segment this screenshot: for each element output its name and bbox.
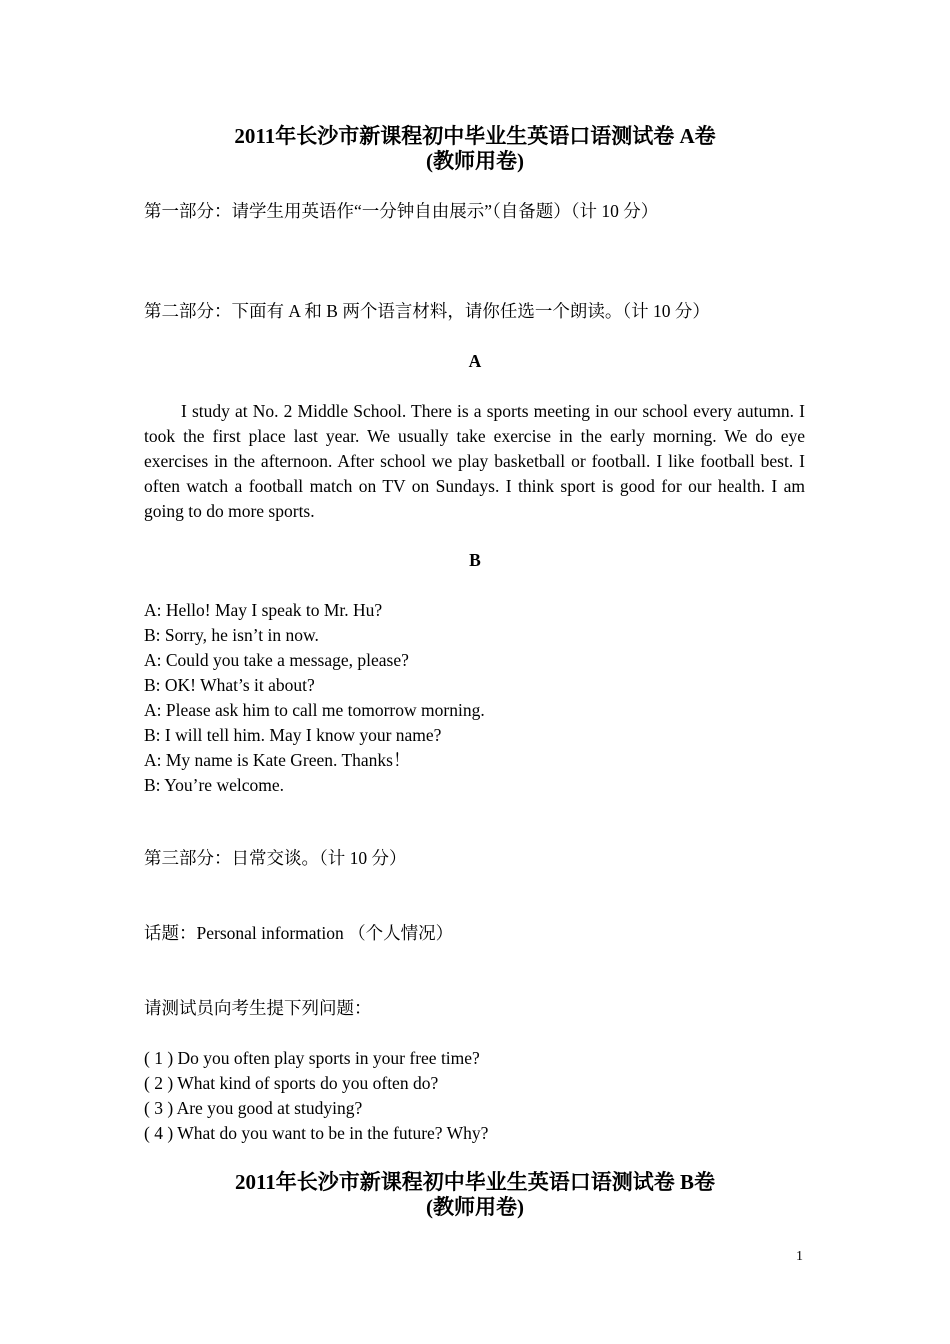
question-list (144, 1046, 488, 1146)
section-b-heading: B (469, 550, 481, 570)
part3-instruction: 第三部分：日常交谈。（计 10 分） (144, 848, 407, 868)
dialogue-line: B: Sorry, he isn’t in now. (144, 625, 319, 645)
question-item: ( 3 ) Are you good at studying? (144, 1098, 363, 1118)
question-item: ( 2 ) What kind of sports do you often do? (144, 1073, 439, 1093)
part1-instruction: 第一部分：请学生用英语作“一分钟自由展示”（自备题）（计 10 分） (144, 201, 659, 221)
question-item: ( 4 ) What do you want to be in the future? Why? (144, 1123, 489, 1143)
question-item: ( 1 ) Do you often play sports in your free time? (144, 1048, 480, 1068)
dialogue-line: B: OK! What’s it about? (144, 675, 315, 695)
dialogue-line: B: You’re welcome. (144, 775, 284, 795)
dialogue-line: A: My name is Kate Green. Thanks！ (144, 750, 411, 770)
topic-line: 话题：Personal information （个人情况） (144, 923, 454, 943)
dialogue-line: B: I will tell him. May I know your name? (144, 725, 442, 745)
exam-title-b (0, 1170, 950, 1220)
dialogue-line: A: Could you take a message, please? (144, 650, 409, 670)
part2-instruction: 第二部分：下面有 A 和 B 两个语言材料，请你任选一个朗读。（计 10 分） (144, 301, 710, 321)
exam-title-b-line1: 2011年长沙市新课程初中毕业生英语口语测试卷 B卷 (234, 1170, 716, 1194)
exam-title-a-line1: 2011年长沙市新课程初中毕业生英语口语测试卷 A卷 (234, 124, 716, 148)
examiner-instruction: 请测试员向考生提下列问题： (144, 998, 372, 1018)
dialogue-line: A: Hello! May I speak to Mr. Hu? (144, 600, 383, 620)
section-b-dialogue (144, 598, 485, 798)
section-a-passage: I study at No. 2 Middle School. There is a sports meeting in our school every autumn. I took the first place last year. We usually take exercise in the early morning. We do eye exercises in the afternoon. After school we play basketball or football. I like football best. I often watch a football match on TV on Sundays. I think sport is good for our health. I am going to do more sports. (144, 401, 805, 521)
dialogue-line: A: Please ask him to call me tomorrow morning. (144, 700, 485, 720)
exam-title-a (0, 124, 950, 174)
exam-title-a-line2: (教师用卷) (426, 149, 524, 173)
section-a-heading: A (468, 351, 482, 371)
page-number: 1 (796, 1249, 803, 1264)
exam-title-b-line2: (教师用卷) (426, 1195, 524, 1219)
